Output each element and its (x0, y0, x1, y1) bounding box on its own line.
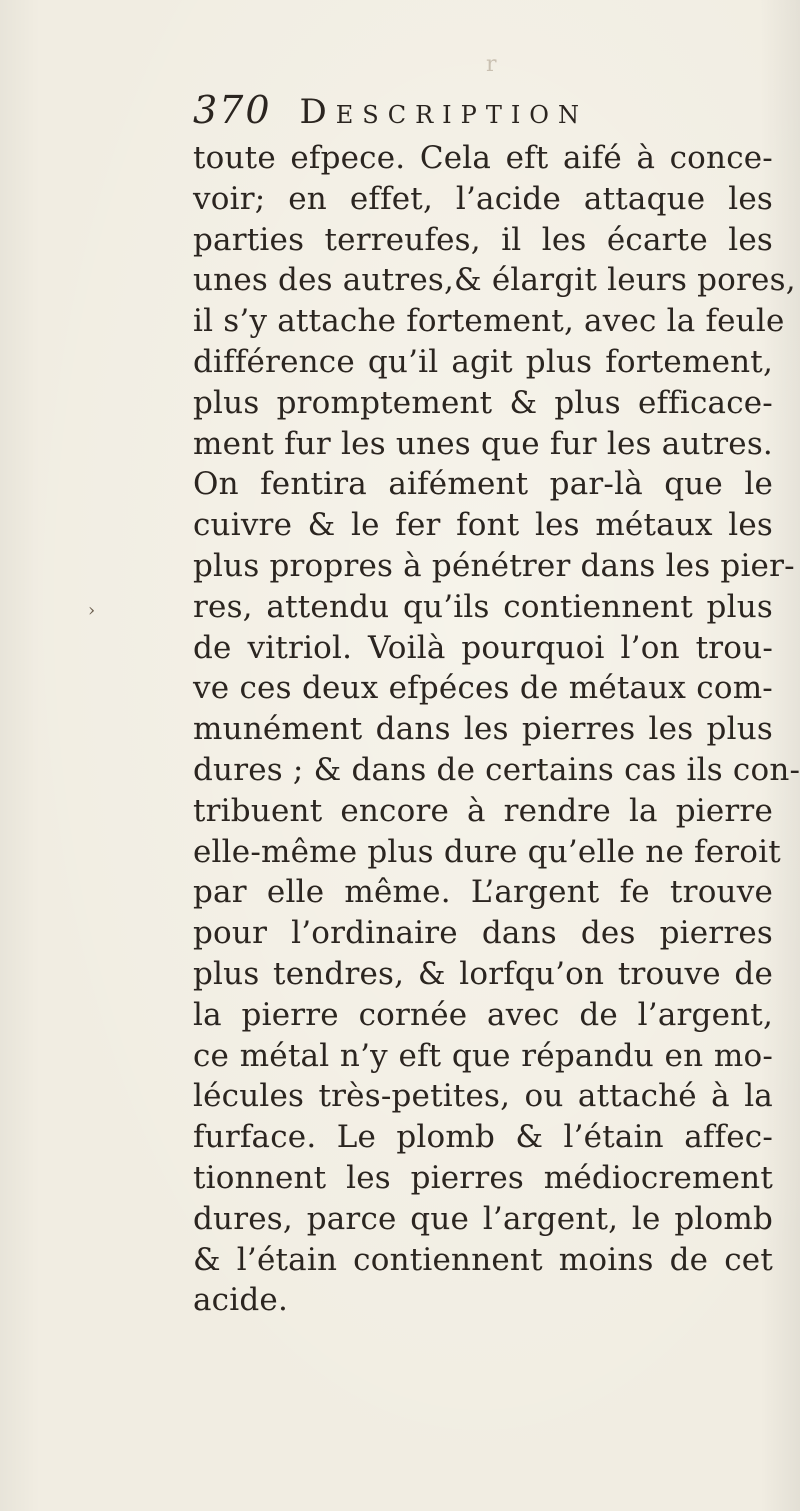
bleed-through-mark: r (486, 52, 497, 77)
text-line: parties terreufes, il les écarte les (193, 221, 773, 258)
text-line: de vitriol. Voilà pourquoi l’on trou- (193, 629, 773, 666)
text-line: ce métal n’y eft que répandu en mo- (193, 1037, 773, 1074)
text-line: acide. (193, 1282, 289, 1319)
text-line: On fentira aifément par-là que le (193, 466, 773, 503)
text-line: elle-même plus dure qu’elle ne feroit (193, 833, 781, 870)
text-line: différence qu’il agit plus fortement, (193, 343, 773, 380)
running-head (193, 88, 653, 136)
text-line: dures ; & dans de certains cas ils con- (193, 751, 800, 788)
text-line: dures, parce que l’argent, le plomb (193, 1200, 773, 1237)
text-line: plus propres à pénétrer dans les pier- (193, 547, 795, 584)
text-line: furface. Le plomb & l’étain affec- (193, 1119, 773, 1156)
text-line: tionnent les pierres médiocrement (193, 1159, 773, 1196)
text-line: unes des autres,& élargit leurs pores, (193, 262, 796, 299)
text-line: plus promptement & plus efficace- (193, 384, 773, 421)
text-line: lécules très-petites, ou attaché à la (193, 1078, 773, 1115)
text-line: ment fur les unes que fur les autres. (193, 425, 773, 462)
text-line: plus tendres, & lorfqu’on trouve de (193, 955, 773, 992)
text-line: il s’y attache fortement, avec la feule (193, 303, 785, 340)
text-line: & l’étain contiennent moins de cet (193, 1241, 773, 1278)
text-line: res, attendu qu’ils contiennent plus (193, 588, 773, 625)
text-line: pour l’ordinaire dans des pierres (193, 915, 773, 952)
text-line: toute efpece. Cela eft aifé à conce- (193, 140, 773, 176)
text-line: tribuent encore à rendre la pierre (193, 792, 773, 829)
header-title: Description (299, 92, 588, 132)
text-line: voir; en effet, l’acide attaque les (193, 180, 773, 217)
text-line: la pierre cornée avec de l’argent, (193, 996, 773, 1033)
page-number: 370 (193, 88, 272, 132)
margin-mark: › (88, 600, 96, 621)
text-line: cuivre & le fer font les métaux les (193, 507, 773, 544)
text-line: par elle même. L’argent fe trouve (193, 874, 773, 911)
text-line: munément dans les pierres les plus (193, 711, 773, 748)
text-line: ve ces deux efpéces de métaux com- (193, 670, 773, 707)
body-text (193, 138, 800, 1321)
